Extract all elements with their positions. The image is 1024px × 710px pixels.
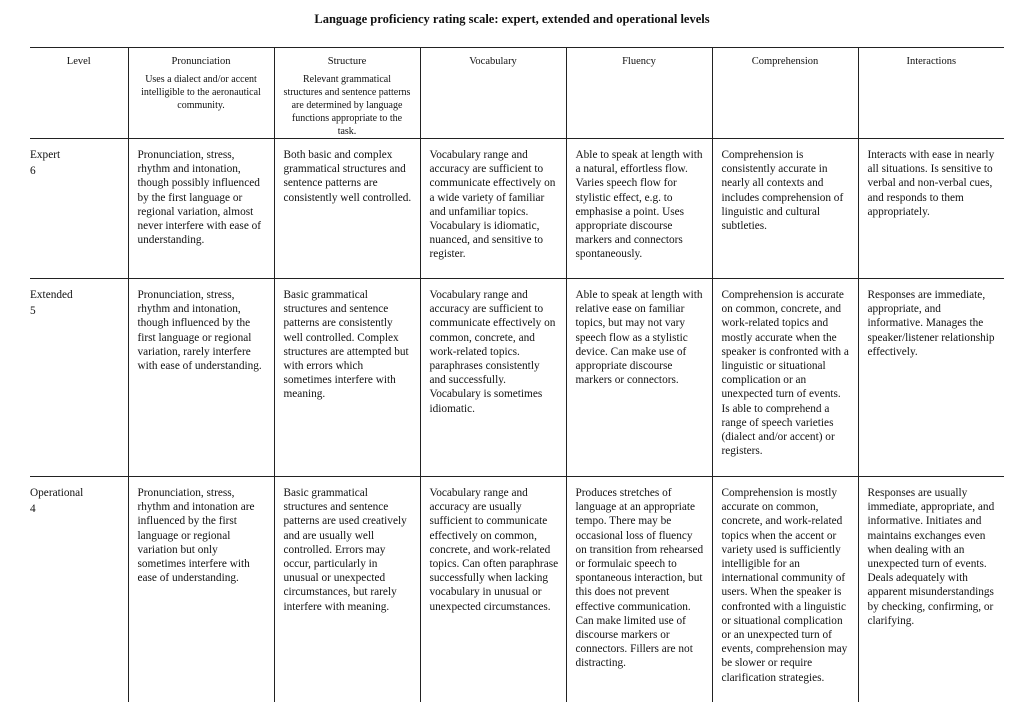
- level-number: 4: [30, 503, 36, 516]
- level-name: Operational: [30, 487, 84, 499]
- structure-cell: Basic grammatical structures and sentence patterns are consistently well controlled. Complex structures are attempted but with errors which sometimes interfere with meaning.: [274, 279, 420, 477]
- header-label: Vocabulary: [469, 56, 517, 67]
- header-pronunciation: [128, 48, 274, 139]
- structure-cell: Basic grammatical structures and sentence patterns are used creatively and are usually well controlled. Errors may occur, particularly in unusual or unexpected circumstances, but rarely interfere with meaning.: [274, 477, 420, 703]
- header-label: Structure: [327, 56, 367, 67]
- pronunciation-cell: Pronunciation, stress, rhythm and intonation, though influenced by the first language or regional variation, rarely interfere with ease of understanding.: [128, 279, 274, 477]
- level-name: Extended: [30, 289, 73, 301]
- header-row: [30, 48, 1004, 139]
- header-description: Uses a dialect and/or accent intelligible to the aeronautical community.: [141, 74, 261, 111]
- fluency-cell: Able to speak at length with a natural, effortless flow. Varies speech flow for stylistic effect, e.g. to emphasise a point. Uses appropriate discourse markers and connectors spontaneously.: [566, 139, 712, 279]
- level-number: 6: [30, 165, 36, 178]
- header-fluency: [566, 48, 712, 139]
- comprehension-cell: Comprehension is mostly accurate on common, concrete, and work-related topics when the accent or variety used is sufficiently intelligible for an international community of users. When the speaker is confronted with a linguistic or situational complication or an unexpected turn of events, comprehension may be slower or require clarification strategies.: [712, 477, 858, 703]
- pronunciation-cell: Pronunciation, stress, rhythm and intonation, though possibly influenced by the first language or regional variation, almost never interfere with ease of understanding.: [128, 139, 274, 279]
- interactions-cell: Responses are usually immediate, appropriate, and informative. Initiates and maintains exchanges even when dealing with an unexpected turn of events. Deals adequately with apparent misunderstandings by checking, confirming, or clarifying.: [858, 477, 1004, 703]
- header-interactions: [858, 48, 1004, 139]
- level-cell: [30, 139, 128, 279]
- header-label: Level: [66, 56, 91, 67]
- header-label: Comprehension: [751, 56, 819, 67]
- interactions-cell: Responses are immediate, appropriate, and informative. Manages the speaker/listener relationship effectively.: [858, 279, 1004, 477]
- header-label: Fluency: [622, 56, 656, 67]
- vocabulary-cell: Vocabulary range and accuracy are sufficient to communicate effectively on a wide variety of familiar and unfamiliar topics. Vocabulary is idiomatic, nuanced, and sensitive to register.: [420, 139, 566, 279]
- comprehension-cell: Comprehension is accurate on common, concrete, and work-related topics and mostly accurate when the speaker is confronted with a linguistic or situational complication or an unexpected turn of events. Is able to comprehend a range of speech varieties (dialect and/or accent) or registers.: [712, 279, 858, 477]
- header-vocabulary: [420, 48, 566, 139]
- pronunciation-cell: Pronunciation, stress, rhythm and intonation are influenced by the first language or regional variation but only sometimes interfere with ease of understanding.: [128, 477, 274, 703]
- header-structure: [274, 48, 420, 139]
- structure-cell: Both basic and complex grammatical structures and sentence patterns are consistently well controlled.: [274, 139, 420, 279]
- interactions-cell: Interacts with ease in nearly all situations. Is sensitive to verbal and non-verbal cues, and responds to them appropriately.: [858, 139, 1004, 279]
- level-number: 5: [30, 305, 36, 318]
- table-row-expert: [30, 139, 1004, 279]
- level-cell: [30, 477, 128, 703]
- fluency-cell: Able to speak at length with relative ease on familiar topics, but may not vary speech flow as a stylistic device. Can make use of appropriate discourse markers or connectors.: [566, 279, 712, 477]
- vocabulary-cell: Vocabulary range and accuracy are sufficient to communicate effectively on common, concrete, and work-related topics. paraphrases consistently and successfully. Vocabulary is sometimes idiomatic.: [420, 279, 566, 477]
- header-label: Interactions: [906, 56, 957, 67]
- comprehension-cell: Comprehension is consistently accurate in nearly all contexts and includes comprehension of linguistic and cultural subtleties.: [712, 139, 858, 279]
- header-comprehension: [712, 48, 858, 139]
- vocabulary-cell: Vocabulary range and accuracy are usually sufficient to communicate effectively on common, concrete, and work-related topics. Can often paraphrase successfully when lacking vocabulary in unusual or unexpected circumstances.: [420, 477, 566, 703]
- level-name: Expert: [30, 149, 61, 161]
- header-label: Pronunciation: [171, 56, 231, 67]
- fluency-cell: Produces stretches of language at an appropriate tempo. There may be occasional loss of fluency on transition from rehearsed or formulaic speech to spontaneous interaction, but this does not prevent effective communication. Can make limited use of discourse markers or connectors. Fillers are not distracting.: [566, 477, 712, 703]
- rating-scale-table: [30, 47, 1004, 702]
- table-row-extended: [30, 279, 1004, 477]
- page-title: Language proficiency rating scale: expert, extended and operational levels: [314, 12, 710, 26]
- table-row-operational: [30, 477, 1004, 703]
- header-level: [30, 48, 128, 139]
- header-description: Relevant grammatical structures and sentence patterns are determined by language functions appropriate to the task.: [283, 74, 411, 137]
- level-cell: [30, 279, 128, 477]
